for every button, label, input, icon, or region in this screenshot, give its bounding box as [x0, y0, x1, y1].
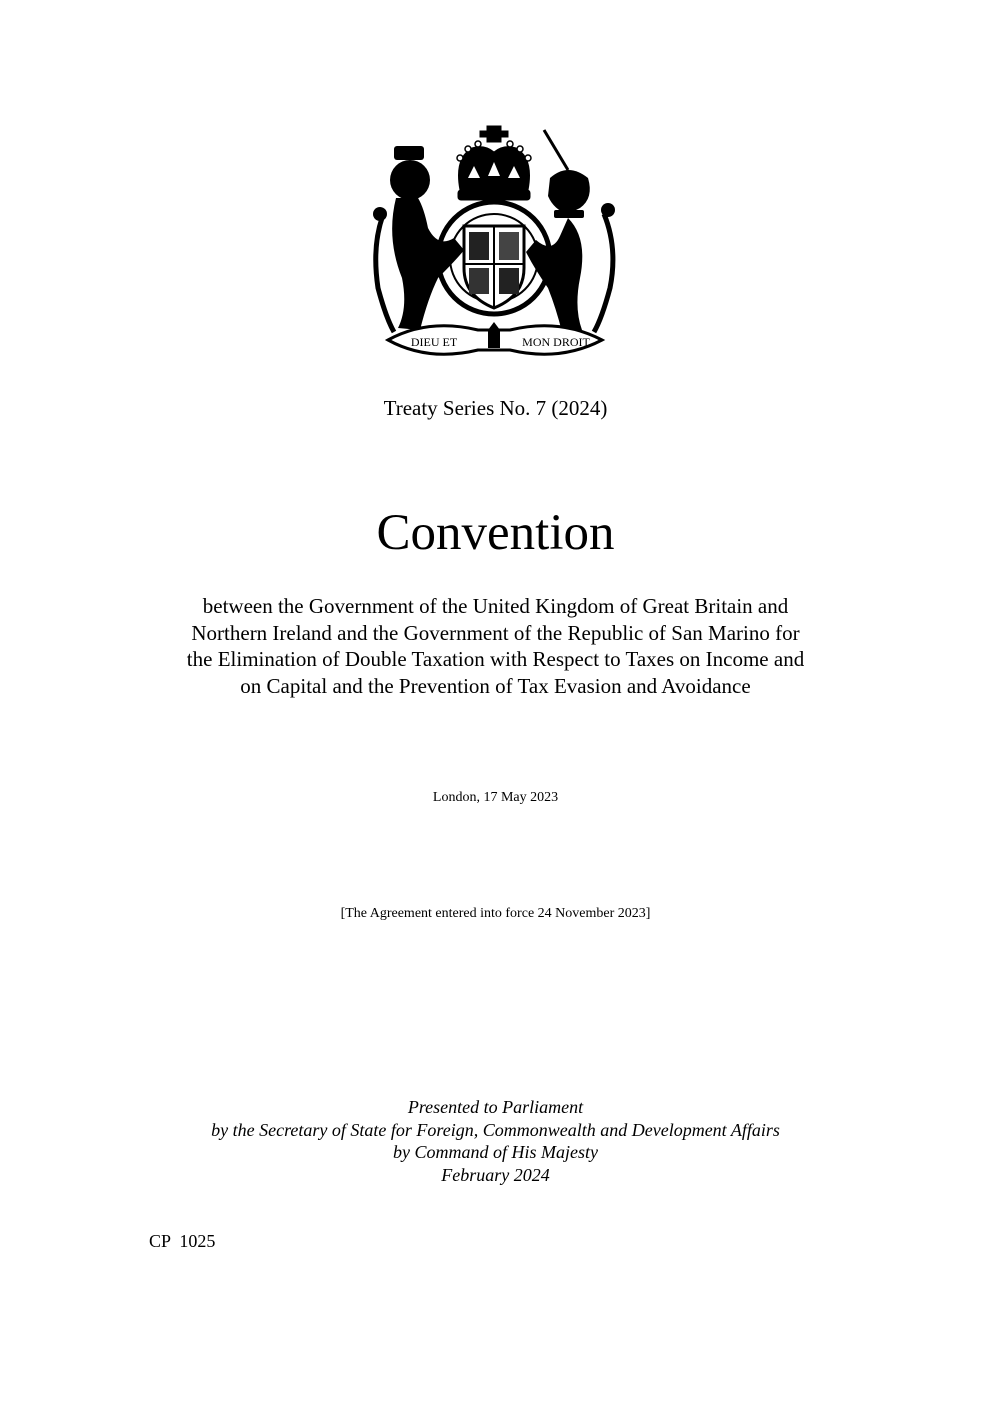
entry-into-force-note: [The Agreement entered into force 24 November 2023]: [340, 906, 651, 921]
document-title: Convention: [376, 505, 615, 561]
treaty-series-number: Treaty Series No. 7 (2024): [383, 396, 608, 420]
subtitle-line: the Elimination of Double Taxation with Respect to Taxes on Income and: [186, 647, 805, 671]
presented-line: by the Secretary of State for Foreign, Commonwealth and Development Affairs: [211, 1119, 780, 1140]
command-paper-number: CP 1025: [149, 1231, 216, 1251]
svg-text:MON DROIT: MON DROIT: [522, 335, 590, 349]
presented-line: February 2024: [441, 1164, 550, 1185]
document-subtitle: [140, 593, 851, 699]
subtitle-line: on Capital and the Prevention of Tax Evasion and Avoidance: [240, 673, 751, 698]
svg-text:DIEU ET: DIEU ET: [410, 335, 458, 349]
signing-place-date: London, 17 May 2023: [432, 790, 559, 805]
presented-line: by Command of His Majesty: [393, 1142, 598, 1162]
subtitle-line: between the Government of the United Kingdom of Great Britain and: [202, 594, 789, 618]
subtitle-line: Northern Ireland and the Government of the Republic of San Marino for: [191, 620, 800, 645]
presentation-statement: [0, 1096, 991, 1186]
shield-icon: [464, 226, 524, 308]
presented-line: Presented to Parliament: [407, 1097, 584, 1117]
royal-coat-of-arms-icon: [368, 118, 622, 362]
crown-icon: [457, 126, 531, 200]
